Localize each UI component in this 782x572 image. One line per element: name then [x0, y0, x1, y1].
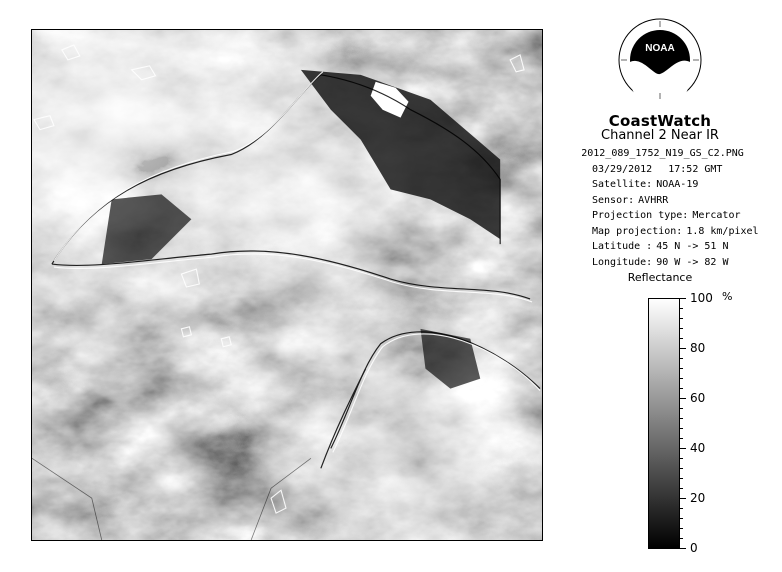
major-tick: [680, 298, 686, 299]
satellite-value: NOAA-19: [656, 179, 699, 190]
tick-label: 100: [690, 291, 713, 305]
image-metadata: [560, 146, 765, 270]
filename: 2012_089_1752_N19_GS_C2.PNG: [581, 148, 744, 159]
longitude-row: [560, 255, 765, 271]
map-projection-value: 1.8 km/pixel: [686, 225, 759, 237]
minor-tick: [680, 308, 683, 309]
latitude-label: Latitude :: [592, 241, 653, 252]
minor-tick: [680, 538, 683, 539]
logo-text: NOAA: [645, 43, 675, 54]
colorbar-ticks: [680, 291, 770, 555]
longitude-label: Longitude:: [592, 256, 653, 268]
tick-label: 80: [690, 341, 706, 355]
tick-label: 20: [690, 491, 706, 505]
map-projection-label: Map projection:: [592, 225, 683, 237]
minor-tick: [680, 378, 683, 379]
minor-tick: [680, 488, 683, 489]
projection-value: Mercator: [692, 210, 741, 221]
minor-tick: [680, 368, 683, 369]
scale-title: Reflectance: [627, 271, 693, 284]
major-tick: [680, 398, 686, 399]
datetime-row: [560, 162, 765, 178]
scale-unit: %: [722, 290, 733, 303]
minor-tick: [680, 508, 683, 509]
satellite-label: Satellite:: [592, 179, 653, 190]
longitude-value: 90 W -> 82 W: [656, 256, 729, 268]
minor-tick: [680, 388, 683, 389]
minor-tick: [680, 328, 683, 329]
date-value: 03/29/2012: [592, 163, 653, 175]
tick-label: 60: [690, 391, 706, 405]
tick-label: 40: [690, 441, 706, 455]
tick-label: 0: [690, 541, 698, 555]
app-title: CoastWatch: [608, 112, 712, 130]
reflectance-map: [32, 30, 542, 540]
latitude-row: [560, 239, 765, 255]
minor-tick: [680, 438, 683, 439]
map-projection-row: [560, 224, 765, 240]
minor-tick: [680, 408, 683, 409]
projection-row: [560, 208, 765, 224]
minor-tick: [680, 418, 683, 419]
minor-tick: [680, 518, 683, 519]
reflectance-colorbar: [648, 298, 680, 549]
noaa-logo: [618, 18, 702, 102]
minor-tick: [680, 318, 683, 319]
minor-tick: [680, 338, 683, 339]
major-tick: [680, 348, 686, 349]
minor-tick: [680, 428, 683, 429]
sensor-label: Sensor:: [592, 194, 635, 206]
sensor-row: [560, 193, 765, 209]
major-tick: [680, 448, 686, 449]
latitude-value: 45 N -> 51 N: [656, 241, 729, 252]
minor-tick: [680, 468, 683, 469]
minor-tick: [680, 358, 683, 359]
projection-label: Projection type:: [592, 210, 689, 221]
minor-tick: [680, 458, 683, 459]
satellite-row: [560, 177, 765, 193]
minor-tick: [680, 528, 683, 529]
major-tick: [680, 548, 686, 549]
satellite-image: [31, 29, 543, 541]
major-tick: [680, 498, 686, 499]
sensor-value: AVHRR: [638, 194, 669, 206]
channel-subtitle: Channel 2 Near IR: [601, 128, 719, 143]
minor-tick: [680, 478, 683, 479]
time-value: 17:52 GMT: [668, 163, 723, 175]
